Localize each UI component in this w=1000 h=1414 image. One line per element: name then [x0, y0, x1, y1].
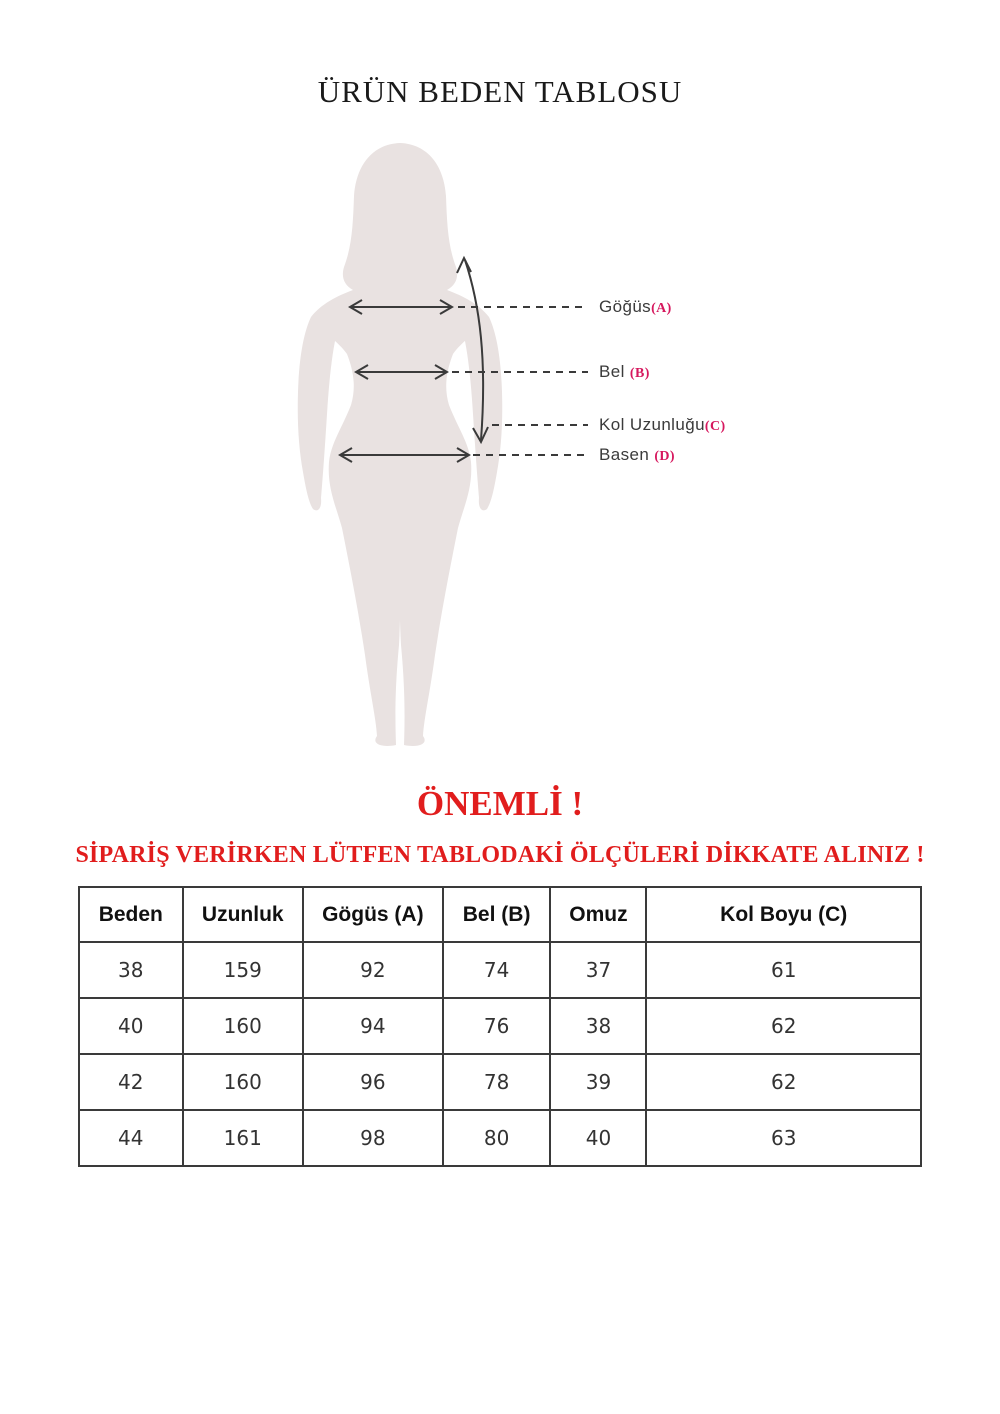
label-hip [599, 445, 675, 467]
table-cell: 44 [79, 1110, 183, 1166]
table-cell: 38 [550, 998, 646, 1054]
table-cell: 92 [303, 942, 443, 998]
table-cell: 37 [550, 942, 646, 998]
column-header: Uzunluk [183, 887, 303, 942]
label-chest [599, 297, 672, 319]
table-row [79, 998, 921, 1054]
column-header: Bel (B) [443, 887, 551, 942]
table-cell: 62 [646, 998, 921, 1054]
table-cell: 39 [550, 1054, 646, 1110]
female-silhouette-icon [298, 143, 503, 746]
label-hip-code: (D) [654, 449, 675, 464]
label-chest-code: (A) [651, 301, 672, 316]
table-cell: 62 [646, 1054, 921, 1110]
table-cell: 63 [646, 1110, 921, 1166]
table-cell: 40 [79, 998, 183, 1054]
table-row [79, 942, 921, 998]
table-cell: 160 [183, 998, 303, 1054]
table-cell: 42 [79, 1054, 183, 1110]
important-heading: ÖNEMLİ ! [416, 784, 584, 823]
table-cell: 96 [303, 1054, 443, 1110]
label-arm-length-text: Kol Uzunluğu [599, 415, 705, 434]
table-cell: 40 [550, 1110, 646, 1166]
page-title: ÜRÜN BEDEN TABLOSU [317, 74, 683, 109]
label-waist-code: (B) [629, 366, 650, 381]
table-cell: 94 [303, 998, 443, 1054]
label-waist-text: Bel [599, 362, 630, 381]
important-warning: SİPARİŞ VERİRKEN LÜTFEN TABLODAKİ ÖLÇÜLERİ DİKKATE ALINIZ ! [75, 842, 925, 868]
size-table-header [79, 887, 921, 942]
table-cell: 61 [646, 942, 921, 998]
table-cell: 159 [183, 942, 303, 998]
label-arm-length [599, 415, 726, 437]
column-header: Kol Boyu (C) [646, 887, 921, 942]
label-chest-text: Göğüs [599, 297, 652, 316]
table-cell: 98 [303, 1110, 443, 1166]
table-cell: 38 [79, 942, 183, 998]
table-cell: 78 [443, 1054, 551, 1110]
label-waist [599, 362, 650, 384]
size-table [78, 886, 922, 1167]
table-cell: 161 [183, 1110, 303, 1166]
column-header: Beden [79, 887, 183, 942]
table-cell: 80 [443, 1110, 551, 1166]
table-row [79, 1054, 921, 1110]
column-header: Gögüs (A) [303, 887, 443, 942]
label-arm-length-code: (C) [704, 419, 726, 434]
table-cell: 74 [443, 942, 551, 998]
column-header: Omuz [550, 887, 646, 942]
table-row [79, 1110, 921, 1166]
table-cell: 160 [183, 1054, 303, 1110]
table-cell: 76 [443, 998, 551, 1054]
size-table-body [79, 942, 921, 1166]
label-hip-text: Basen [599, 445, 655, 464]
